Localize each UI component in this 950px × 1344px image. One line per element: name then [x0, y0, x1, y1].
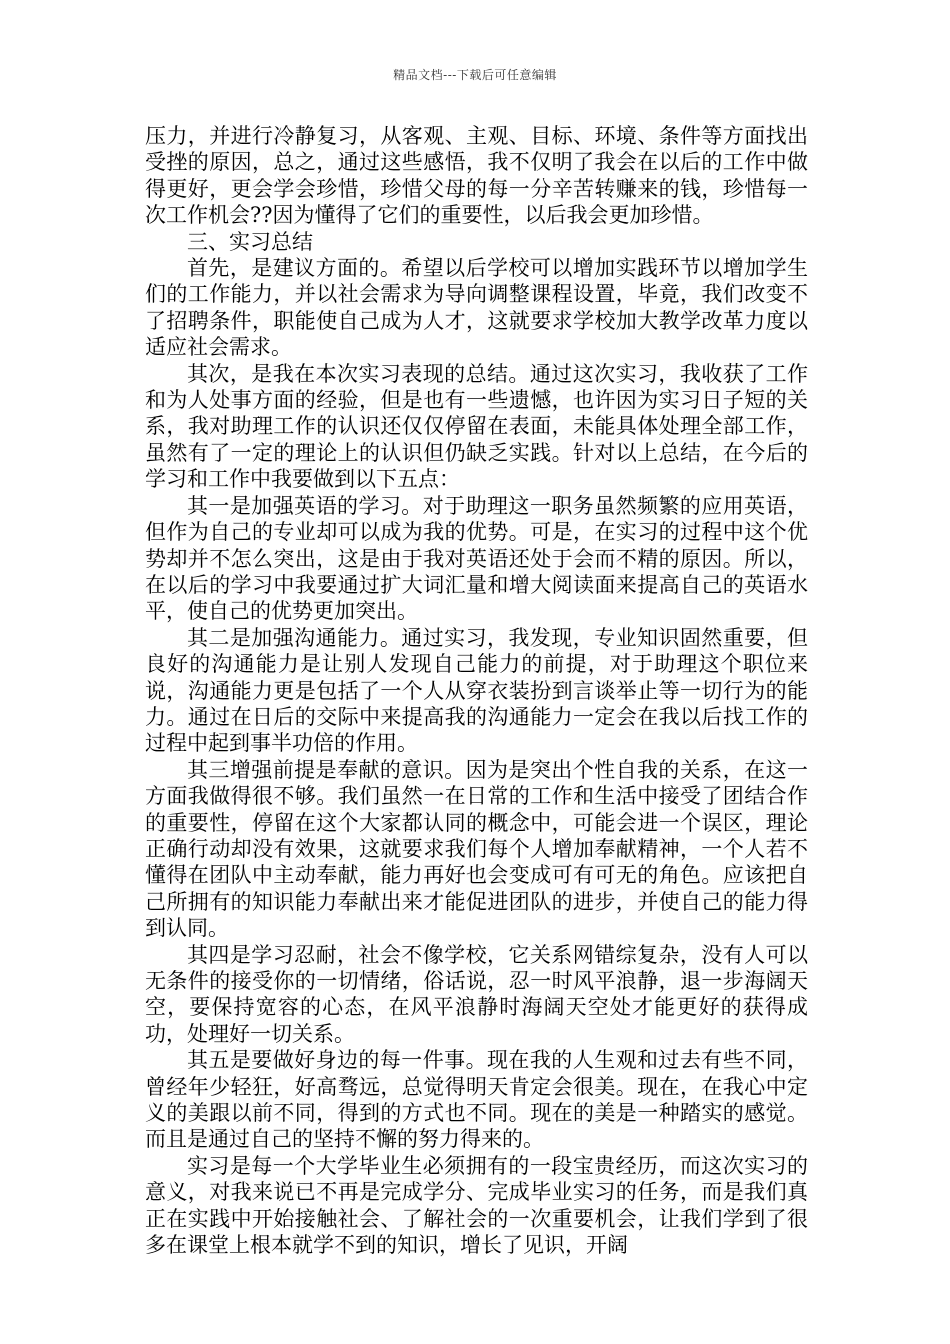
paragraph: 其一是加强英语的学习。对于助理这一职务虽然频繁的应用英语，但作为自己的专业却可以成为我的优势。可是，在实习的过程中这个优势却并不怎么突出，这是由于我对英语还处于会而不精的原因。所以，在以后的学习中我要通过扩大词汇量和增大阅读面来提高自己的英语水平，使自己的优势更加突出。	[145, 493, 808, 624]
paragraph: 其次，是我在本次实习表现的总结。通过这次实习，我收获了工作和为人处事方面的经验，但是也有一些遗憾，也许因为实习日子短的关系，我对助理工作的认识还仅仅停留在表面，未能具体处理全部工作，虽然有了一定的理论上的认识但仍缺乏实践。针对以上总结，在今后的学习和工作中我要做到以下五点：	[145, 361, 808, 492]
document-body	[145, 123, 808, 1258]
paragraph: 其五是要做好身边的每一件事。现在我的人生观和过去有些不同，曾经年少轻狂，好高骛远，总觉得明天肯定会很美。现在，在我心中定义的美跟以前不同，得到的方式也不同。现在的美是一种踏实的感觉。而且是通过自己的坚持不懈的努力得来的。	[145, 1048, 808, 1152]
paragraph: 其二是加强沟通能力。通过实习，我发现，专业知识固然重要，但良好的沟通能力是让别人发现自己能力的前提，对于助理这个职位来说，沟通能力更是包括了一个人从穿衣装扮到言谈举止等一切行为的能力。通过在日后的交际中来提高我的沟通能力一定会在我以后找工作的过程中起到事半功倍的作用。	[145, 625, 808, 756]
section-heading: 三、实习总结	[187, 229, 313, 254]
paragraph-continuation: 压力，并进行冷静复习，从客观、主观、目标、环境、条件等方面找出受挫的原因，总之，通过这些感悟，我不仅明了我会在以后的工作中做得更好，更会学会珍惜，珍惜父母的每一分辛苦转赚来的钱，珍惜每一次工作机会??因为懂得了它们的重要性，以后我会更加珍惜。	[145, 124, 808, 228]
paragraph: 其四是学习忍耐，社会不像学校，它关系网错综复杂，没有人可以无条件的接受你的一切情绪，俗话说，忍一时风平浪静，退一步海阔天空，要保持宽容的心态，在风平浪静时海阔天空处才能更好的获得成功，处理好一切关系。	[145, 942, 808, 1046]
paragraph: 首先，是建议方面的。希望以后学校可以增加实践环节以增加学生们的工作能力，并以社会需求为导向调整课程设置，毕竟，我们改变不了招聘条件，职能使自己成为人才，这就要求学校加大教学改革力度以适应社会需求。	[145, 256, 808, 360]
page-header: 精品文档---下载后可任意编辑	[393, 68, 557, 82]
paragraph: 实习是每一个大学毕业生必须拥有的一段宝贵经历，而这次实习的意义，对我来说已不再是完成学分、完成毕业实习的任务，而是我们真正在实践中开始接触社会、了解社会的一次重要机会，让我们学到了很多在课堂上根本就学不到的知识，增长了见识，开阔	[145, 1153, 808, 1258]
paragraph: 其三增强前提是奉献的意识。因为是突出个性自我的关系，在这一方面我做得很不够。我们虽然一在日常的工作和生活中接受了团结合作的重要性，停留在这个大家都认同的概念中，可能会进一个误区，理论正确行动却没有效果，这就要求我们每个人增加奉献精神，一个人若不懂得在团队中主动奉献，能力再好也会变成可有可无的角色。应该把自己所拥有的知识能力奉献出来才能促进团队的进步，并使自己的能力得到认同。	[145, 757, 808, 941]
